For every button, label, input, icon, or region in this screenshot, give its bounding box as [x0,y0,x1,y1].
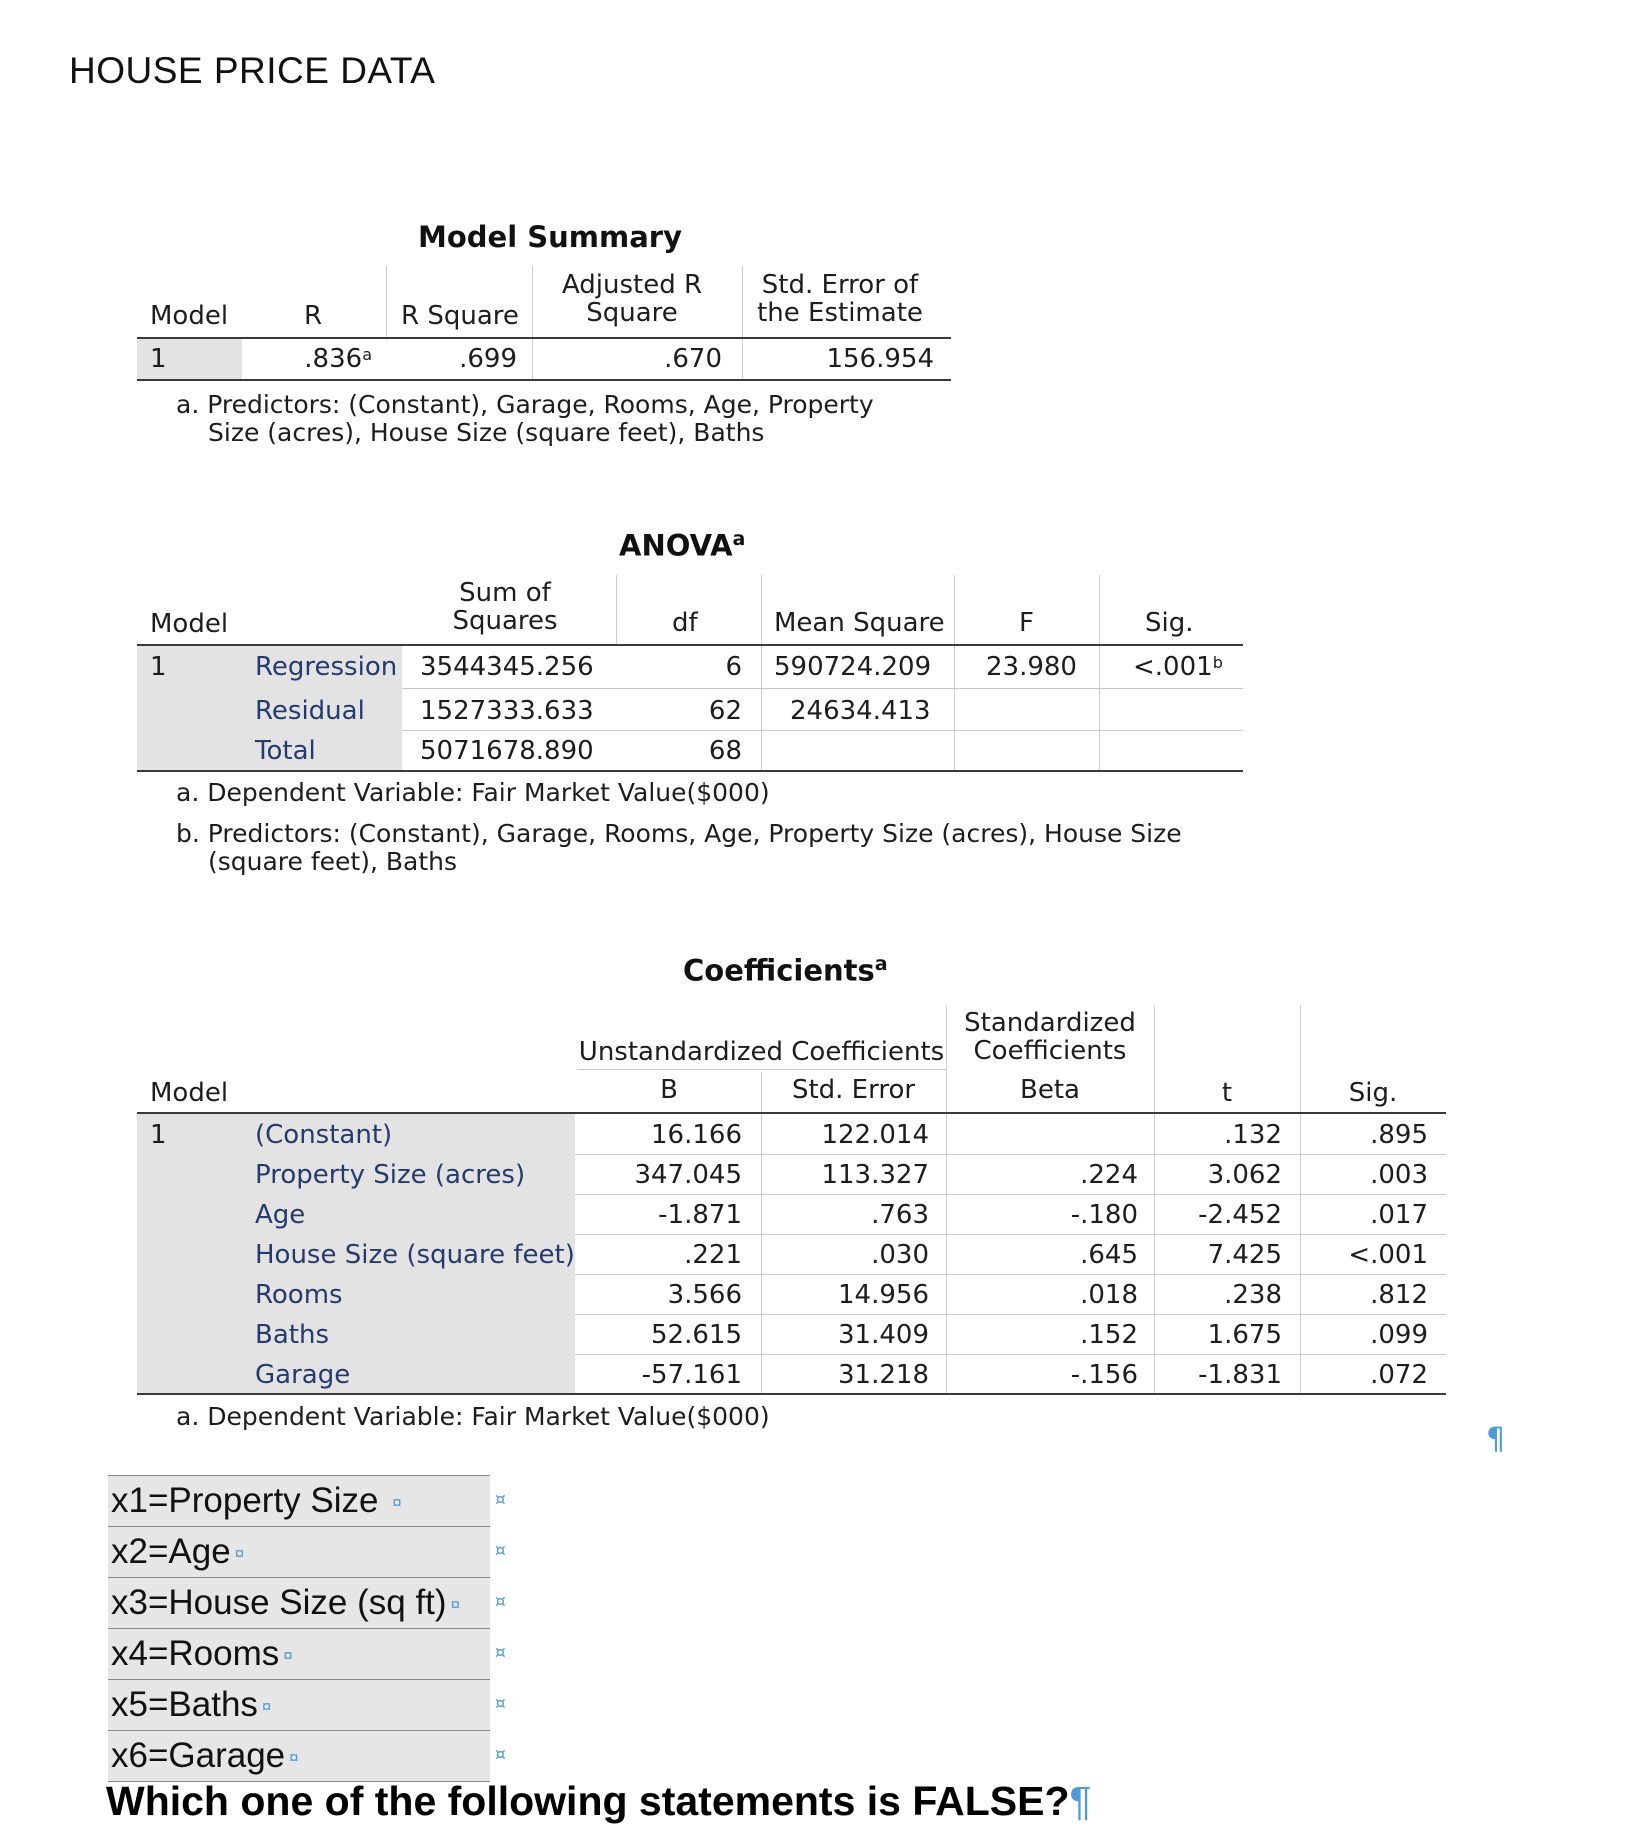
anova-header-ss-line2: Squares [452,606,558,636]
coefficients-title: Coefficients$^a$ [683,953,888,988]
variable-row: x1=Property Size ¤ [108,1475,490,1527]
question-text: Which one of the following statements is FALSE?¶ [106,1778,1092,1824]
coef-row-label: Garage [255,1360,351,1390]
variable-row: x5=Baths ¤ [108,1679,490,1731]
coef-b: -1.871 [658,1200,742,1230]
coef-header-sig: Sig. [1348,1078,1398,1108]
anova-row-label: Regression [255,652,398,682]
model-number: 1 [150,344,167,374]
coef-b: .221 [684,1240,742,1270]
row-end-mark: ¤ [495,1490,506,1510]
coef-header-standardized-line1: Standardized [964,1008,1136,1038]
coef-sig: .812 [1370,1280,1428,1310]
model-summary-footnote-2: Size (acres), House Size (square feet), Baths [208,418,765,447]
row-end-mark: ¤ [495,1694,506,1714]
anova-ms: 590724.209 [774,652,932,682]
anova-header-f: F [1019,608,1034,638]
coef-b: 16.166 [651,1120,742,1150]
anova-df: 68 [708,736,742,766]
row-end-mark: ¤ [495,1541,506,1561]
coef-t: 7.425 [1207,1240,1282,1270]
variable-row: x4=Rooms ¤ [108,1628,490,1680]
r-square-value: .699 [459,344,517,374]
header-std-error-line2: the Estimate [757,298,923,328]
coef-header-b: B [660,1075,678,1105]
r-value: .836$^a$ [304,344,372,374]
coef-beta: .018 [1080,1280,1138,1310]
coef-t: -1.831 [1198,1360,1282,1390]
coef-sig: .017 [1370,1200,1428,1230]
coef-se: 31.218 [838,1360,929,1390]
header-adjusted-r-line2: Square [586,298,678,328]
header-std-error-line1: Std. Error of [761,270,919,300]
coef-b: 52.615 [651,1320,742,1350]
page-title: HOUSE PRICE DATA [69,50,436,91]
coef-b: 3.566 [667,1280,742,1310]
coef-t: -2.452 [1198,1200,1282,1230]
variable-row: x6=Garage ¤ [108,1730,490,1782]
anova-df: 6 [725,652,742,682]
coef-row-label: (Constant) [255,1120,393,1150]
coef-se: 31.409 [838,1320,929,1350]
coef-beta: .152 [1080,1320,1138,1350]
anova-ss: 1527333.633 [420,696,594,726]
coef-se: 122.014 [821,1120,929,1150]
anova-title: ANOVA$^a$ [619,528,746,563]
anova-header-df: df [672,608,698,638]
coef-t: .132 [1224,1120,1282,1150]
coef-row-label: Age [255,1200,306,1230]
anova-header-model: Model [150,609,229,639]
anova-ms: 24634.413 [790,696,931,726]
row-end-mark: ¤ [495,1643,506,1663]
coef-row-label: Rooms [255,1280,343,1310]
coef-t: 3.062 [1207,1160,1282,1190]
anova-header-ss-line1: Sum of [459,578,551,608]
std-error-value: 156.954 [826,344,934,374]
model-summary-title: Model Summary [418,220,682,254]
coef-se: .763 [871,1200,929,1230]
anova-header-mean-square: Mean Square [774,608,945,638]
anova-df: 62 [708,696,742,726]
coef-sig: .072 [1370,1360,1428,1390]
coef-row-label: Property Size (acres) [255,1160,526,1190]
anova-row-label: Total [255,736,316,766]
coefficients-footnote: a. Dependent Variable: Fair Market Value($000) [176,1402,770,1431]
coef-b: -57.161 [641,1360,742,1390]
coef-se: 113.327 [821,1160,929,1190]
anova-footnote-b-line1: b. Predictors: (Constant), Garage, Rooms, Age, Property Size (acres), House Size [176,819,1182,848]
coef-sig: .099 [1370,1320,1428,1350]
anova-footnote-a: a. Dependent Variable: Fair Market Value($000) [176,778,770,807]
anova-ss: 3544345.256 [420,652,594,682]
header-model: Model [150,301,229,331]
anova-footnote-b-line2: (square feet), Baths [208,847,458,876]
variable-row: x2=Age ¤ [108,1526,490,1578]
header-r-square: R Square [401,301,519,331]
coef-beta: .645 [1080,1240,1138,1270]
coef-se: .030 [871,1240,929,1270]
anova-sig: <.001$^b$ [1133,652,1223,682]
anova-f: 23.980 [986,652,1077,682]
coef-sig: <.001 [1348,1240,1428,1270]
coef-sig: .003 [1370,1160,1428,1190]
coef-beta: .224 [1080,1160,1138,1190]
coef-se: 14.956 [838,1280,929,1310]
coef-model-number: 1 [150,1120,167,1150]
coef-row-label: House Size (square feet) [255,1240,575,1270]
adjusted-r-square-value: .670 [664,344,722,374]
anova-ss: 5071678.890 [420,736,594,766]
coef-header-unstandardized: Unstandardized Coefficients [578,1037,945,1067]
coef-beta: -.156 [1070,1360,1138,1390]
coef-header-std-error: Std. Error [791,1075,916,1105]
coef-b: 347.045 [634,1160,742,1190]
coef-row-label: Baths [255,1320,329,1350]
pilcrow-mark: ¶ [1486,1422,1506,1457]
row-end-mark: ¤ [495,1592,506,1612]
header-r: R [304,301,323,331]
coef-beta: -.180 [1070,1200,1138,1230]
coef-header-beta: Beta [1020,1075,1080,1105]
model-summary-footnote-1: a. Predictors: (Constant), Garage, Rooms, Age, Property [176,390,874,419]
coef-sig: .895 [1370,1120,1428,1150]
row-end-mark: ¤ [495,1745,506,1765]
header-adjusted-r-line1: Adjusted R [561,270,703,300]
anova-model-number: 1 [150,652,167,682]
coef-header-t: t [1221,1078,1233,1108]
variable-row: x3=House Size (sq ft) ¤ [108,1577,490,1629]
coef-t: .238 [1224,1280,1282,1310]
anova-header-sig: Sig. [1145,608,1194,638]
coef-header-standardized-line2: Coefficients [973,1036,1127,1066]
coef-header-model: Model [150,1078,229,1108]
coef-t: 1.675 [1207,1320,1282,1350]
anova-row-label: Residual [255,696,365,726]
